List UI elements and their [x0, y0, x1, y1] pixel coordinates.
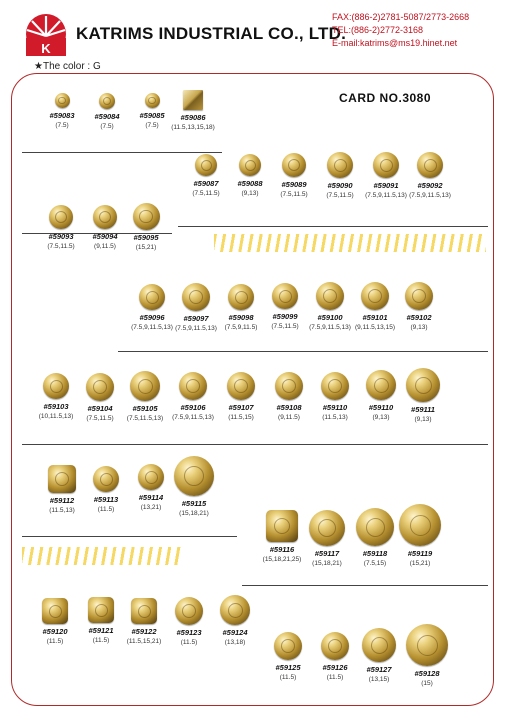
item-sizes: (7.5,9,11.5): [224, 324, 258, 331]
button-sample-image: [361, 282, 389, 310]
item-code: #59083: [49, 111, 75, 120]
item-sizes: (7.5,11.5): [192, 190, 220, 197]
button-sample-image: [49, 205, 73, 229]
button-sample-image: [282, 153, 306, 177]
item-code: #59102: [406, 313, 432, 322]
item-code: #59113: [93, 495, 119, 504]
item-sizes: (9,11.5): [94, 243, 116, 250]
decorative-tape: [214, 234, 486, 252]
item-sizes: (9,11.5): [278, 414, 300, 421]
button-sample-image: [321, 632, 349, 660]
button-sample-image: [220, 595, 250, 625]
item-sizes: (7.5,9,11.5,13): [409, 192, 451, 199]
button-sample-image: [182, 283, 210, 311]
catalog-item: [117, 203, 175, 251]
catalog-item: [401, 152, 459, 199]
item-code: #59099: [272, 312, 298, 321]
item-sizes: (7.5,11.5): [280, 191, 308, 198]
item-sizes: (10,11.5,13): [38, 413, 74, 420]
button-sample-image: [373, 152, 399, 178]
item-sizes: (7.5,11.5): [326, 192, 354, 199]
item-sizes: (15,21): [135, 244, 157, 251]
button-sample-image: [316, 282, 344, 310]
item-code: #59116: [269, 545, 295, 554]
button-sample-image: [272, 283, 298, 309]
item-code: #59085: [139, 111, 165, 120]
item-code: #59098: [228, 313, 254, 322]
fax-number: FAX:(886-2)2781-5087/2773-2668: [332, 12, 470, 22]
catalog-item: [391, 504, 449, 567]
item-code: #59128: [414, 669, 440, 678]
item-code: #59088: [237, 179, 263, 188]
item-sizes: (7.5,9,11.5,13): [175, 325, 217, 332]
button-sample-image: [133, 203, 160, 230]
item-code: #59120: [42, 627, 68, 636]
button-sample-image: [139, 284, 165, 310]
color-note: ★The color : G: [34, 61, 101, 72]
button-sample-image: [88, 597, 114, 623]
item-code: #59112: [49, 496, 75, 505]
item-sizes: (11.5): [279, 674, 297, 681]
item-code: #59089: [281, 180, 307, 189]
item-code: #59110: [322, 403, 348, 412]
item-code: #59095: [133, 233, 159, 242]
button-sample-image: [48, 465, 76, 493]
item-code: #59121: [88, 626, 114, 635]
item-code: #59119: [407, 549, 433, 558]
item-sizes: (11.5,15): [228, 414, 254, 421]
item-sizes: (9,11.5,13,15): [355, 324, 395, 331]
row-divider: [22, 152, 222, 153]
button-sample-image: [175, 597, 203, 625]
button-sample-image: [405, 282, 433, 310]
catalog-item: [206, 595, 264, 646]
item-sizes: (7.5,11.5,13): [126, 415, 164, 422]
item-sizes: (7.5): [100, 123, 114, 130]
row-divider: [178, 226, 488, 227]
item-sizes: (13,18): [224, 639, 246, 646]
item-code: #59125: [275, 663, 301, 672]
row-divider: [118, 351, 488, 352]
button-sample-image: [174, 456, 214, 496]
button-sample-image: [417, 152, 443, 178]
button-sample-image: [321, 372, 349, 400]
button-sample-image: [130, 371, 160, 401]
contact-info: [332, 11, 469, 50]
catalog-item: [390, 282, 448, 331]
tel-number: TEL:(886-2)2772-3168: [332, 25, 424, 35]
item-sizes: (11.5): [46, 638, 64, 645]
button-sample-image: [406, 624, 448, 666]
item-sizes: (15,18,21): [312, 560, 342, 567]
button-sample-image: [93, 466, 119, 492]
item-sizes: (11.5,13): [49, 507, 75, 514]
button-sample-image: [86, 373, 114, 401]
item-code: #59117: [314, 549, 340, 558]
item-sizes: (7.5,9,11.5,13): [172, 414, 214, 421]
button-sample-image: [227, 372, 255, 400]
item-sizes: (11.5): [326, 674, 344, 681]
button-sample-image: [327, 152, 353, 178]
item-sizes: (13,15): [368, 676, 390, 683]
item-code: #59118: [362, 549, 388, 558]
item-code: #59111: [411, 405, 435, 414]
catalog-item: [164, 90, 222, 131]
button-sample-image: [93, 205, 117, 229]
button-sample-image: [179, 372, 207, 400]
item-code: #59090: [327, 181, 353, 190]
item-sizes: (11.5): [180, 639, 198, 646]
item-code: #59115: [181, 499, 207, 508]
item-sizes: (13,21): [140, 504, 162, 511]
item-sizes: (7.5,9,11.5,13): [309, 324, 351, 331]
button-sample-image: [309, 510, 345, 546]
button-sample-image: [195, 154, 217, 176]
katrims-logo-icon: [22, 12, 70, 60]
item-code: #59096: [139, 313, 165, 322]
button-sample-image: [406, 368, 440, 402]
item-sizes: (9,13): [414, 416, 432, 423]
button-sample-image: [99, 93, 115, 109]
item-code: #59124: [222, 628, 248, 637]
row-divider: [22, 444, 488, 445]
item-sizes: (7.5,9,11.5,13): [131, 324, 173, 331]
item-sizes: (11.5): [97, 506, 115, 513]
item-code: #59097: [183, 314, 209, 323]
item-sizes: (11.5,13,15,18): [171, 124, 215, 131]
item-sizes: (9,13): [410, 324, 428, 331]
catalog-item: [394, 368, 452, 423]
button-sample-image: [366, 370, 396, 400]
item-code: #59108: [276, 403, 302, 412]
button-sample-image: [399, 504, 441, 546]
item-code: #59107: [228, 403, 254, 412]
button-sample-image: [42, 598, 68, 624]
item-code: #59091: [373, 181, 399, 190]
button-sample-image: [239, 154, 261, 176]
button-sample-image: [275, 372, 303, 400]
item-sizes: (7.5): [145, 122, 159, 129]
button-sample-image: [55, 93, 70, 108]
item-sizes: (7.5,15): [363, 560, 387, 567]
item-sizes: (7.5,11.5): [47, 243, 75, 250]
item-sizes: (9,13): [241, 190, 259, 197]
button-sample-image: [356, 508, 394, 546]
item-sizes: (9,13): [372, 414, 390, 421]
item-code: #59106: [180, 403, 206, 412]
card-number: CARD NO.3080: [339, 91, 432, 105]
item-code: #59092: [417, 181, 443, 190]
item-code: #59127: [366, 665, 392, 674]
item-sizes: (15,18,21): [179, 510, 209, 517]
item-code: #59123: [176, 628, 202, 637]
item-sizes: (15,18,21,25): [262, 556, 302, 563]
catalog-item: [165, 456, 223, 517]
item-sizes: (15,21): [409, 560, 431, 567]
item-code: #59105: [132, 404, 158, 413]
row-divider: [242, 585, 488, 586]
item-sizes: (11.5,13): [322, 414, 348, 421]
item-code: #59122: [131, 627, 157, 636]
item-code: #59094: [92, 232, 118, 241]
button-sample-image: [43, 373, 69, 399]
item-code: #59084: [94, 112, 120, 121]
row-divider: [22, 536, 237, 537]
decorative-tape: [22, 547, 182, 565]
item-code: #59087: [193, 179, 219, 188]
item-sizes: (7.5,11.5): [271, 323, 299, 330]
button-sample-image: [362, 628, 396, 662]
item-sizes: (7.5,9,11.5,13): [365, 192, 407, 199]
button-sample-image: [266, 510, 298, 542]
item-code: #59126: [322, 663, 348, 672]
item-sizes: (15): [421, 680, 433, 687]
button-sample-image: [138, 464, 164, 490]
button-sample-image: [274, 632, 302, 660]
svg-text:K: K: [41, 41, 51, 56]
button-sample-image: [183, 90, 203, 110]
item-code: #59104: [87, 404, 113, 413]
button-sample-image: [228, 284, 254, 310]
item-code: #59086: [180, 113, 206, 122]
item-sizes: (11.5,15,21): [126, 638, 162, 645]
item-code: #59101: [362, 313, 388, 322]
item-sizes: (11.5): [92, 637, 110, 644]
company-name: KATRIMS INDUSTRIAL CO., LTD.: [76, 24, 347, 43]
item-code: #59093: [48, 232, 74, 241]
email-address[interactable]: E-mail:katrims@ms19.hinet.net: [332, 38, 458, 48]
button-sample-image: [145, 93, 160, 108]
item-sizes: (7.5): [55, 122, 69, 129]
item-sizes: (7.5,11.5): [86, 415, 114, 422]
item-code: #59103: [43, 402, 69, 411]
catalog-item: [398, 624, 456, 687]
item-code: #59114: [138, 493, 164, 502]
item-code: #59100: [317, 313, 343, 322]
button-sample-image: [131, 598, 157, 624]
item-code: #59110: [368, 403, 394, 412]
